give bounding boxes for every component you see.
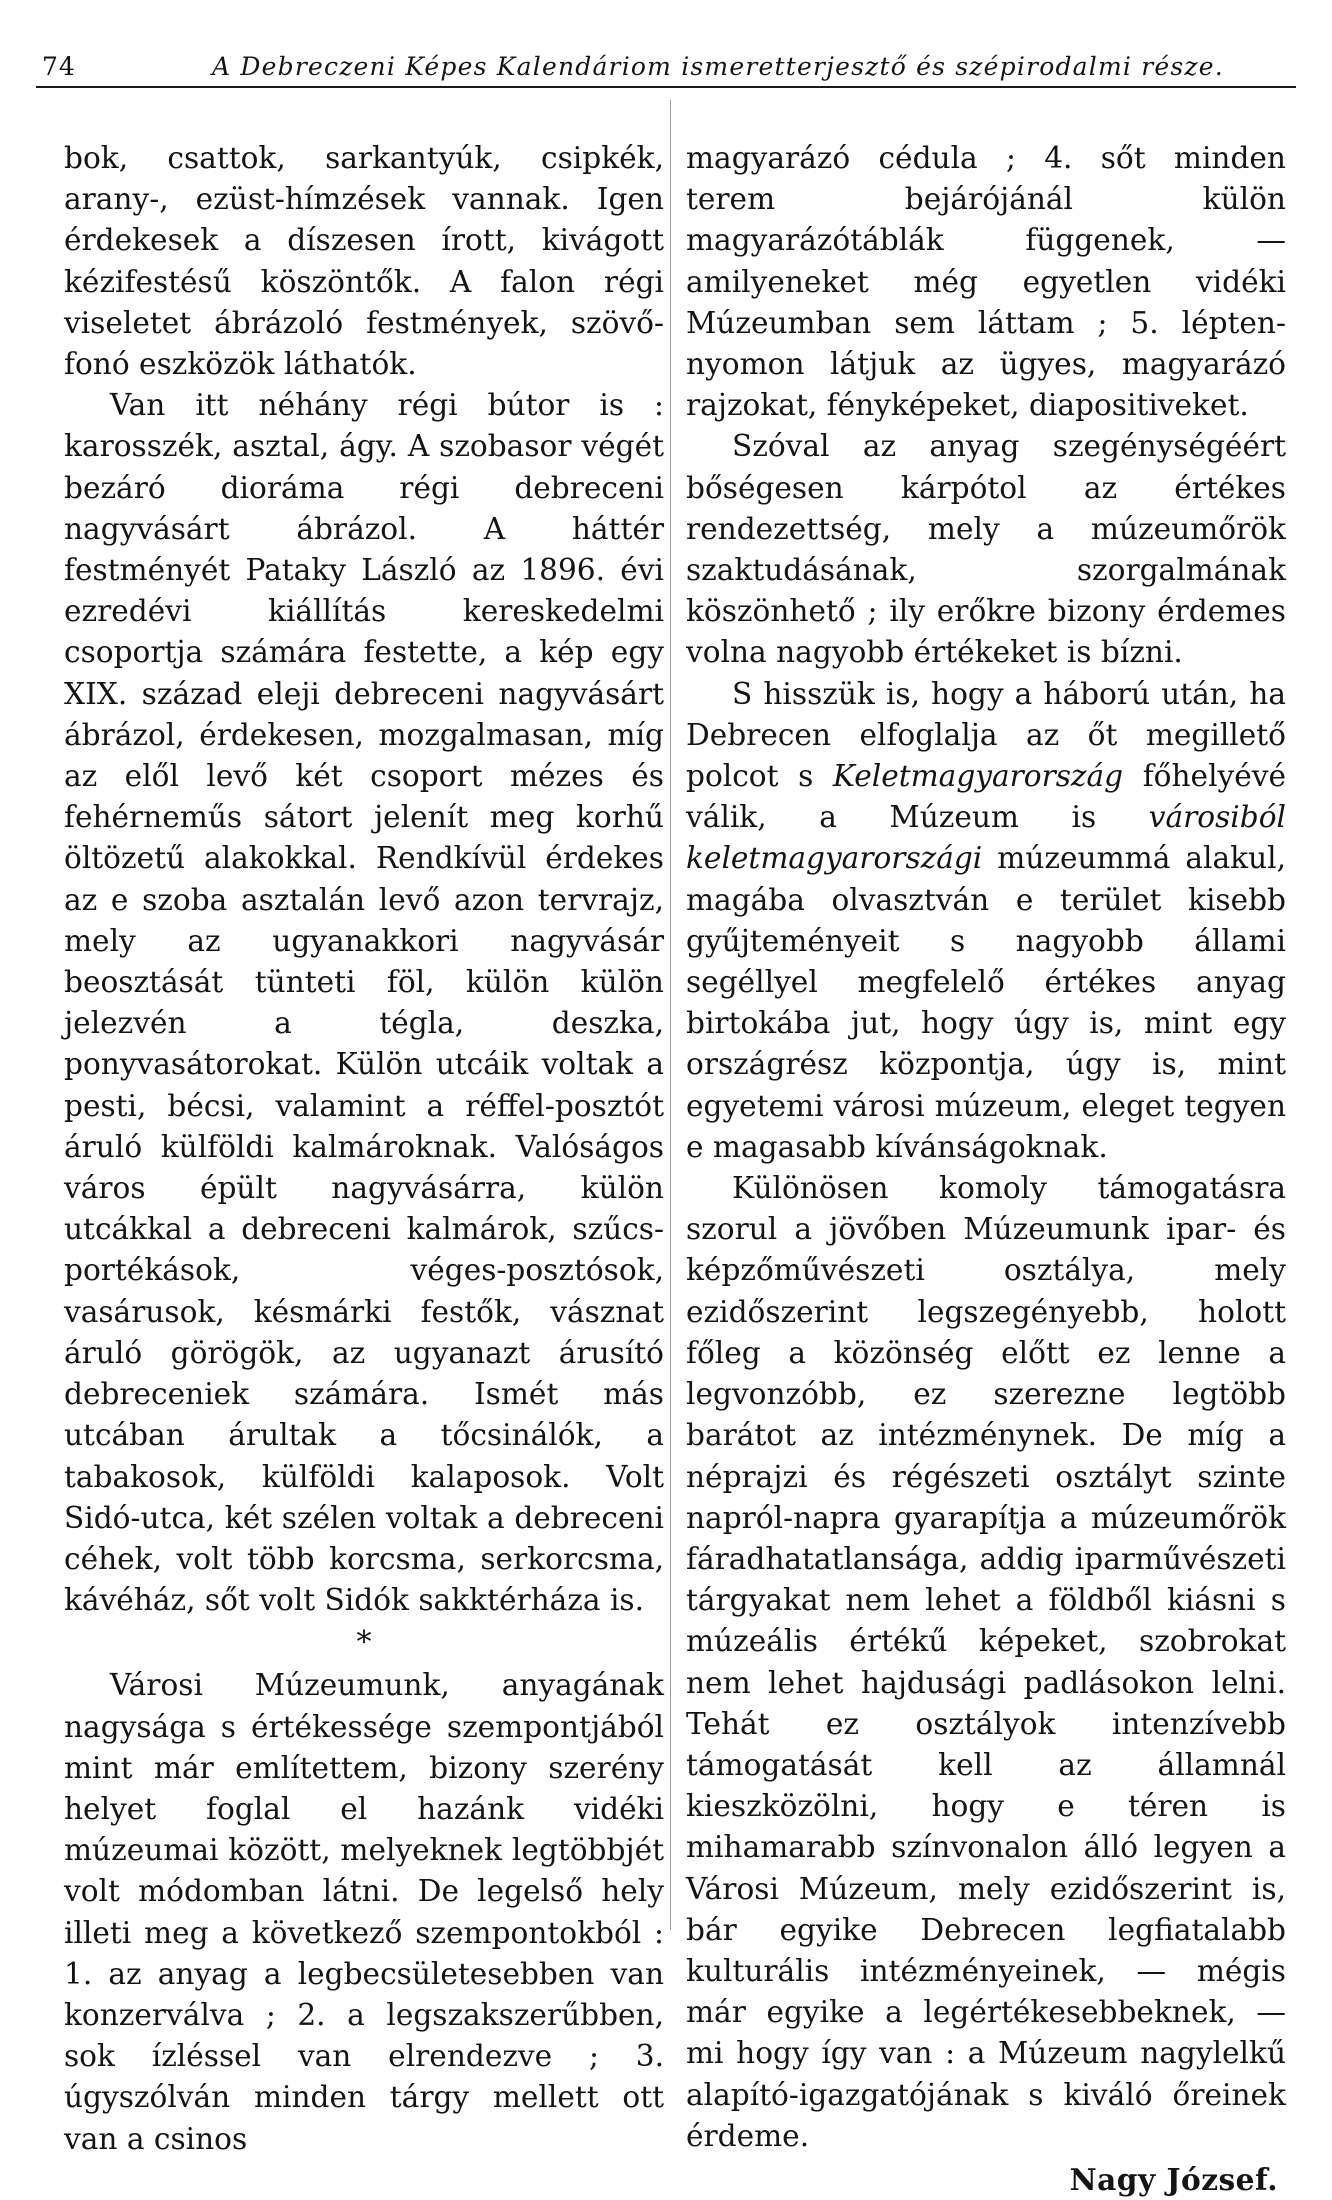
paragraph: Városi Múzeumunk, anyagának nagysága s értékessége szempontjából mint már említettem, bizony szerény helyet foglal el hazánk vidéki múzeumai között, melyeknek legtöbbjét volt módomban látni. De legelső hely illeti meg a következő szempontokból : 1. az anyag a legbecsületesebben van konzerválva ; 2. a legszakszerűbben, sok ízléssel van elrendezve ; 3. úgyszólván minden tárgy mellett ott van a csinos bbox=[64, 1668, 664, 2156]
column-divider bbox=[670, 100, 671, 1930]
right-column bbox=[686, 138, 1286, 2200]
emphasis: Keletmagyarország bbox=[832, 759, 1124, 794]
text-run: múzeummá alakul, magába olvasztván e terület kisebb gyűjteményeit s nagyobb állami segéllyel megfelelő értékes anyag birtokába jut, hogy úgy is, mint egy országrész központja, úgy is, mint egyetemi városi múzeum, eleget tegyen e magasabb kívánságoknak. bbox=[686, 841, 1286, 1164]
text-run: főhelyévé válik, a Múzeum is bbox=[686, 759, 1286, 835]
running-header bbox=[36, 44, 1296, 88]
paragraph: Szóval az anyag szegénységéért bőségesen kárpótol az értékes rendezettség, mely a múzeumőrök szaktudásának, szorgalmának köszönhető ; ily erőkre bizony érdemes volna nagyobb értékeket is bízni. bbox=[686, 429, 1286, 670]
paragraph: magyarázó cédula ; 4. sőt minden terem bejárójánál külön magyarázótáblák függenek, — amilyeneket még egyetlen vidéki Múzeumban sem láttam ; 5. lépten-nyomon látjuk az ügyes, magyarázó rajzokat, fényképeket, diapositiveket. bbox=[686, 141, 1286, 423]
running-title: A Debreczeni Képes Kalendáriom ismeretterjesztő és szépirodalmi része. bbox=[212, 52, 1224, 81]
page-number: 74 bbox=[42, 52, 76, 81]
paragraph: Különösen komoly támogatásra szorul a jövőben Múzeumunk ipar- és képzőművészeti osztálya, mely ezidőszerint legszegényebb, holott főleg a közönség előtt ez lenne a legvonzóbb, ez szerezne legtöbb barátot az intézménynek. De míg a néprajzi és régészeti osztályt szinte napról-napra gyarapítja a múzeumőrök fáradhatatlansága, addig iparművészeti tárgyakat nem lehet a földből kiásni s múzeális értékű képeket, szobrokat nem lehet hajdusági padlásokon lelni. Tehát ez osztályok intenzívebb támogatását kell az államnál kieszközölni, hogy e téren is mihamarabb színvonalon álló legyen a Városi Múzeum, mely ezidőszerint is, bár egyike Debrecen legfiatalabb kulturális intézményeinek, — mégis már egyike a legértékesebbeknek, — mi hogy így van : a Múzeum nagylelkű alapító-igazgatójának s kiváló őreinek érdeme. bbox=[686, 1171, 1286, 2153]
left-column bbox=[64, 138, 664, 2160]
emphasis: városiból keletmagyarországi bbox=[686, 800, 1286, 876]
author-signature: Nagy József. bbox=[1069, 2161, 1278, 2197]
section-separator: * bbox=[356, 1625, 372, 1661]
text-run: S hisszük is, hogy a háború után, ha Debrecen elfoglalja az őt megillető polcot s bbox=[686, 676, 1286, 794]
paragraph: Van itt néhány régi bútor is : karosszék, asztal, ágy. A szobasor végét bezáró dioráma régi debreceni nagyvásárt ábrázol. A háttér festményét Pataky László az 1896. évi ezredévi kiállítás kereskedelmi csoportja számára festette, a kép egy XIX. század eleji debreceni nagyvásárt ábrázol, érdekesen, mozgalmasan, míg az elől levő két csoport mézes és fehérneműs sátort jelenít meg korhű öltözetű alakokkal. Rendkívül érdekes az e szoba asztalán levő azon tervrajz, mely az ugyanakkori nagyvásár beosztását tünteti föl, külön külön jelezvén a tégla, deszka, ponyvasátorokat. Külön utcáik voltak a pesti, bécsi, valamint a réffel-posztót áruló külföldi kalmároknak. Valóságos város épült nagyvásárra, külön utcákkal a debreceni kalmárok, szűcs-portékások, véges-posztósok, vasárusok, késmárki festők, vásznat áruló görögök, az ugyanazt árusító debreceniek számára. Ismét más utcában árultak a tőcsinálók, a tabakosok, külföldi kalaposok. Volt Sidó-utca, két szélen voltak a debreceni céhek, volt több korcsma, serkorcsma, kávéház, sőt volt Sidók sakktérháza is. bbox=[64, 388, 664, 1618]
paragraph: bok, csattok, sarkantyúk, csipkék, arany-, ezüst-hímzések vannak. Igen érdekesek a díszesen írott, kivágott kézifestésű köszöntők. A falon régi viseletet ábrázoló festmények, szövő-fonó eszközök láthatók. bbox=[64, 141, 664, 382]
paragraph bbox=[686, 674, 1286, 1168]
